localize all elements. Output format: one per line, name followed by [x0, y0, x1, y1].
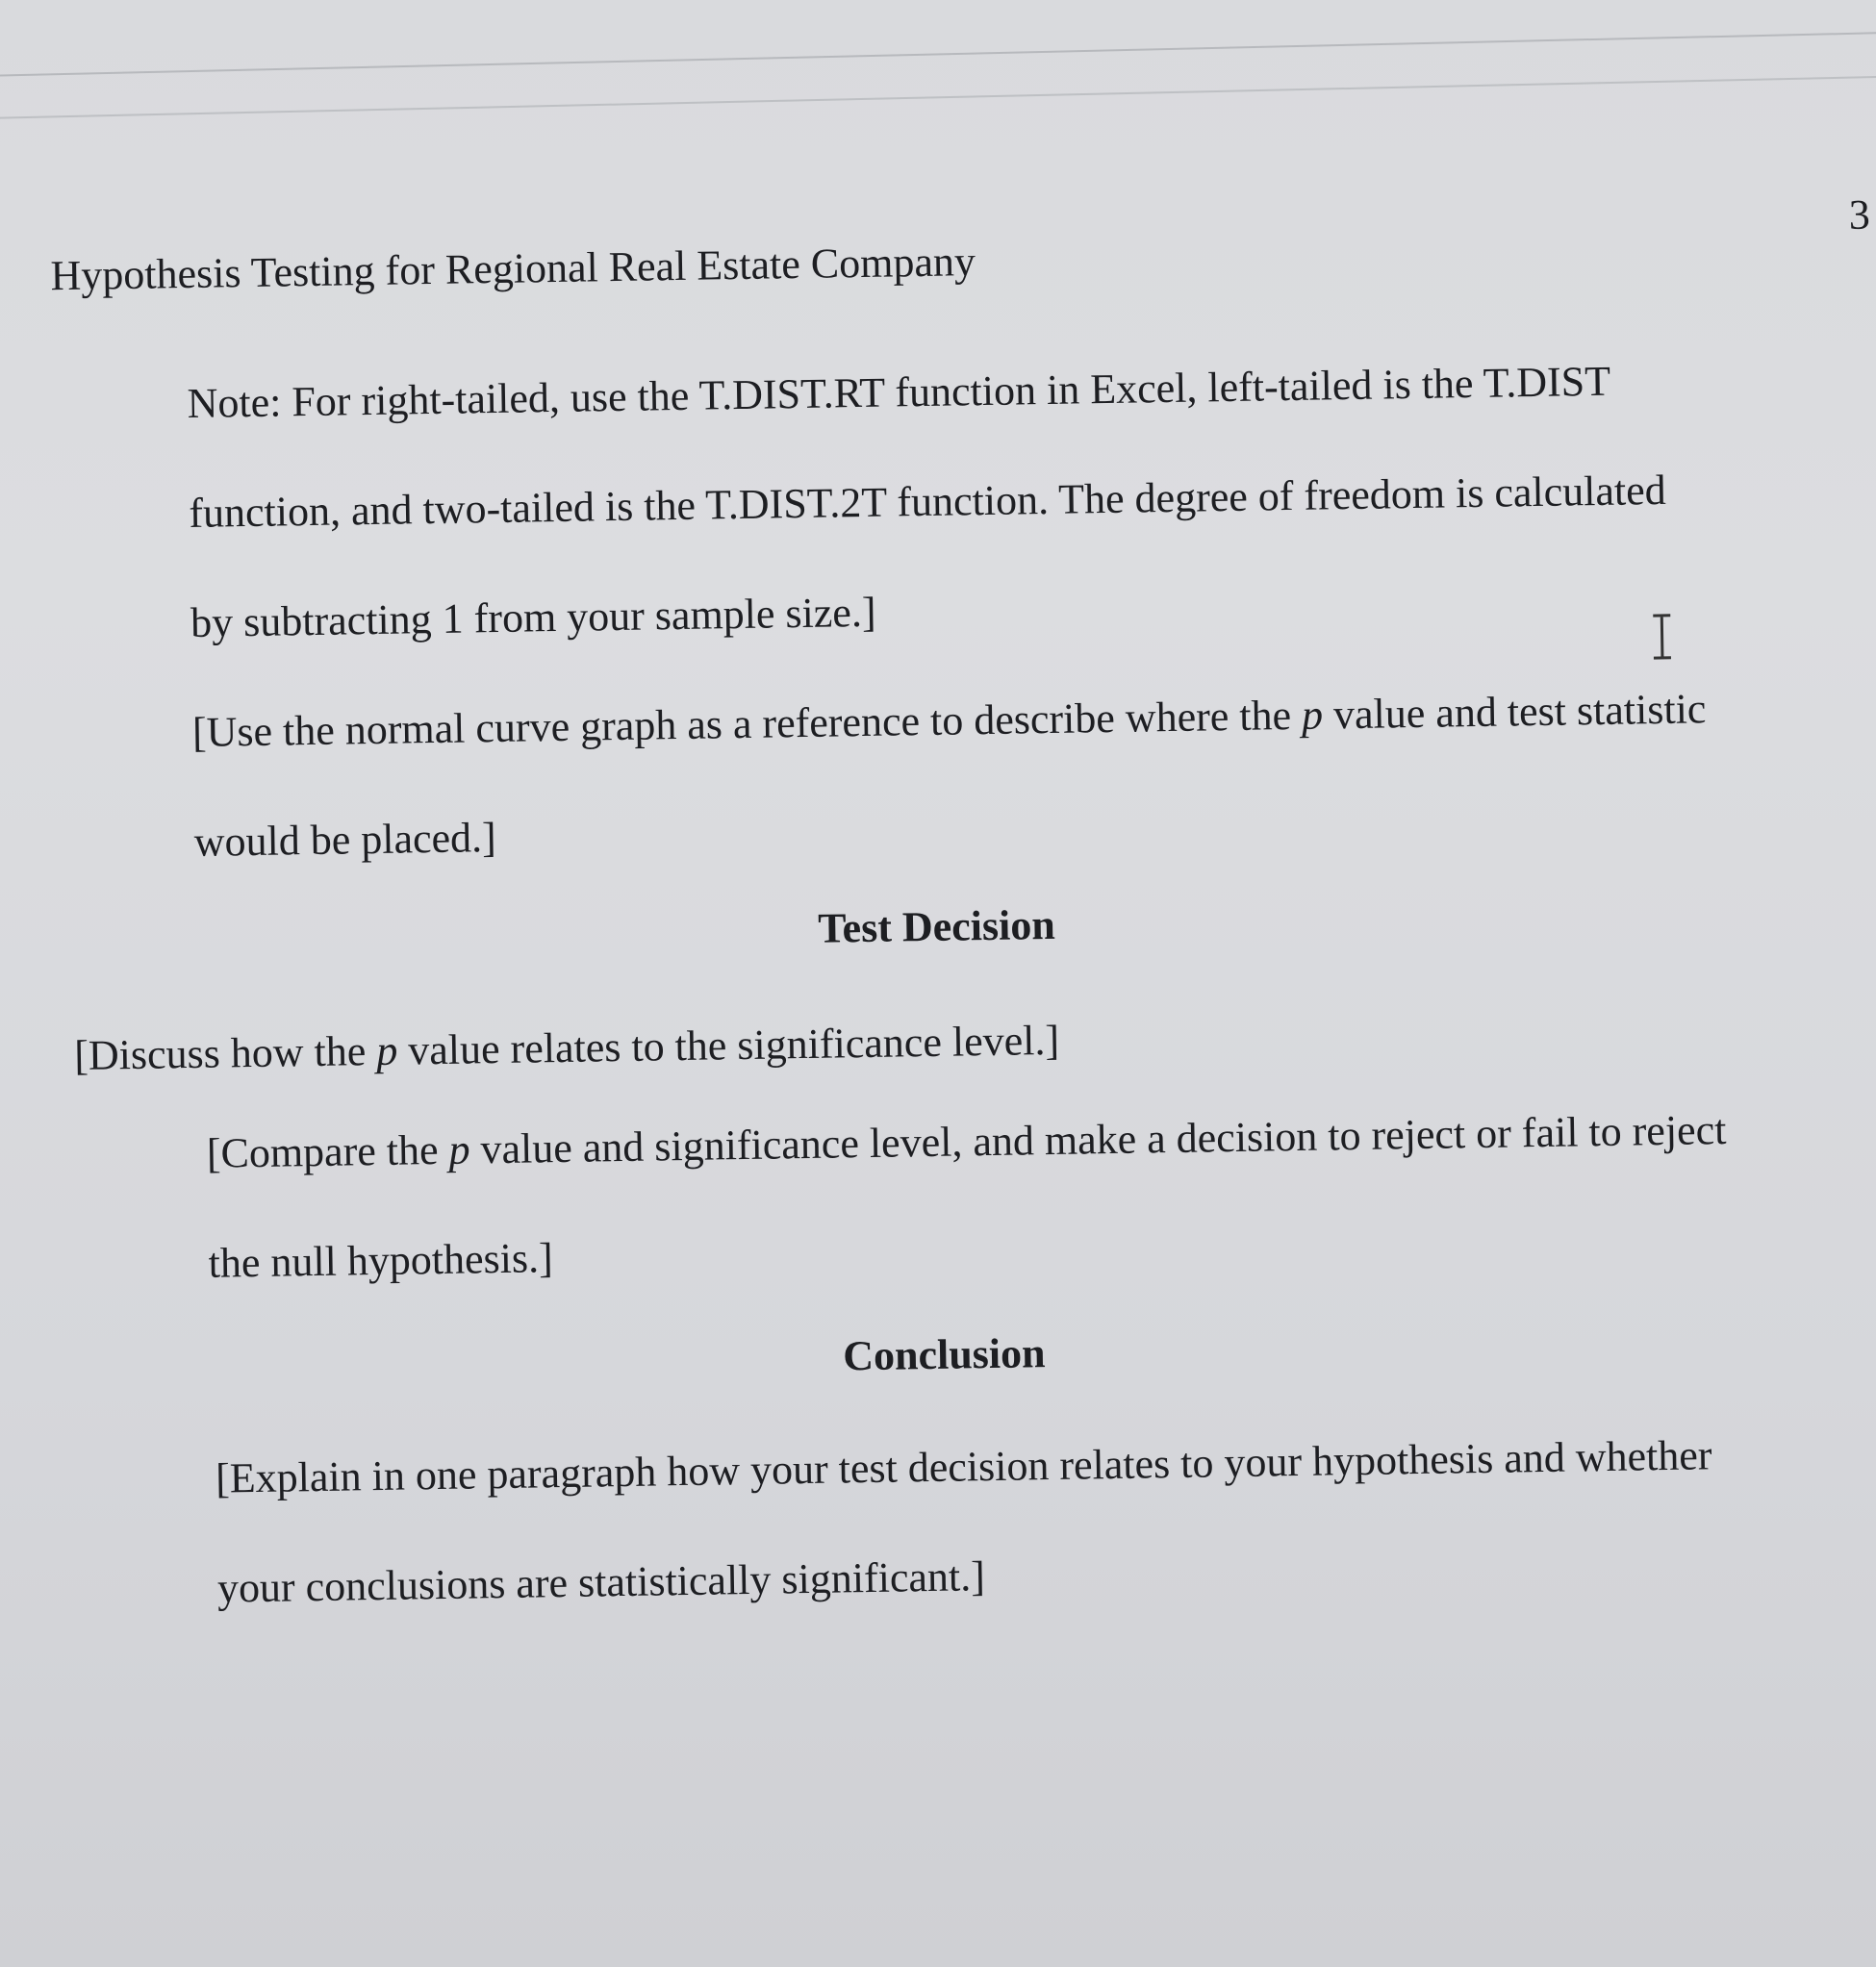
note-line-3: by subtracting 1 from your sample size.] [190, 588, 876, 646]
conclusion-paragraph[interactable] [215, 1398, 1876, 1643]
compare-line-2: the null hypothesis.] [208, 1234, 554, 1287]
discuss-text-a: [Discuss how the [73, 1026, 377, 1079]
normal-curve-text-a: [Use the normal curve graph as a reference to describe where the [191, 691, 1303, 756]
normal-curve-text-b: value and test statistic [1322, 685, 1707, 739]
note-line-2: function, and two-tailed is the T.DIST.2T function. The degree of freedom is calculated [189, 466, 1667, 537]
normal-curve-paragraph[interactable] [191, 652, 1868, 897]
conclusion-heading: Conclusion [842, 1329, 1046, 1380]
p-symbol: p [1301, 691, 1324, 739]
discuss-p-value-text[interactable] [74, 1016, 1060, 1080]
conclusion-line-1: [Explain in one paragraph how your test decision relates to your hypothesis and whether [215, 1431, 1712, 1502]
p-symbol: p [375, 1026, 398, 1074]
normal-curve-line-2: would be placed.] [193, 814, 497, 866]
compare-text-a: [Compare the [206, 1125, 449, 1177]
compare-text-b: value and significance level, and make a decision to reject or fail to reject [469, 1105, 1727, 1173]
text-cursor-icon [1649, 613, 1675, 661]
p-symbol: p [448, 1125, 470, 1173]
discuss-text-b: value relates to the significance level.] [396, 1016, 1060, 1074]
note-paragraph[interactable] [187, 323, 1865, 678]
page-number: 3 [1848, 190, 1871, 239]
compare-paragraph[interactable] [206, 1072, 1876, 1318]
conclusion-line-2: your conclusions are statistically significant.] [216, 1552, 986, 1612]
test-decision-heading: Test Decision [817, 900, 1056, 952]
note-line-1: Note: For right-tailed, use the T.DIST.RT function in Excel, left-tailed is the T.DIST [187, 357, 1611, 427]
running-head: Hypothesis Testing for Regional Real Estate Company [50, 238, 976, 300]
